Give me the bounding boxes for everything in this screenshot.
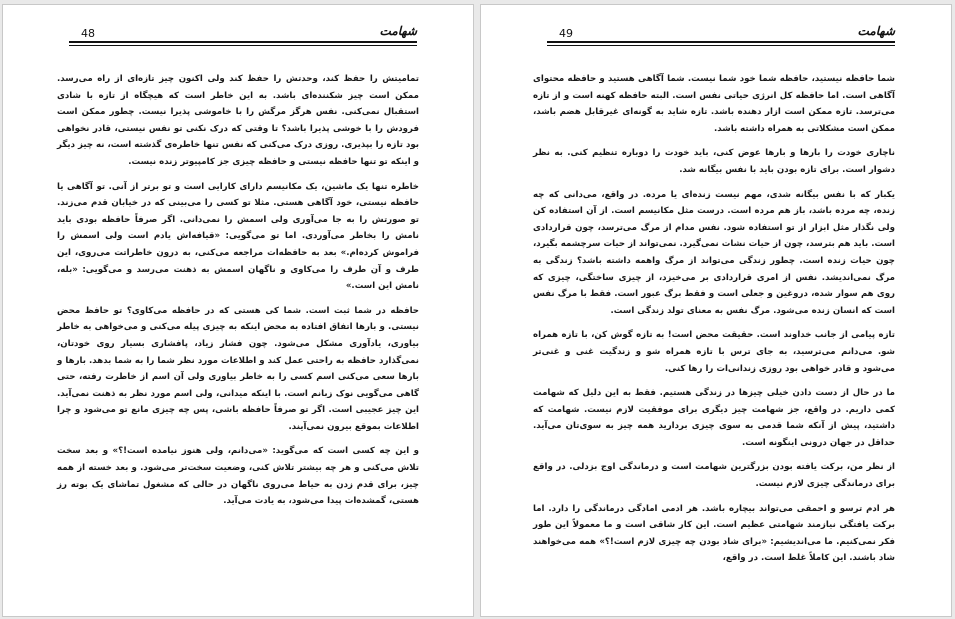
- paragraph: ما در حال از دست دادن خیلی چیزها در زندگی هستیم. فقط به این دلیل که شهامت کمی داریم. در واقع، جز شهامت چیز دیگری برای موفقیت لازم نیست. شهامت که داشتید، پیش از آنکه شما قدمی به سوی چیزی بردارید همه چیز به سوی‌تان می‌آید. حداقل در جهان درونی اینگونه است.: [533, 388, 895, 448]
- paragraph: از نظر من، برکت یافته بودن بزرگترین شهامت است و درماندگی اوج بزدلی. در واقع برای درماندگی چیزی لازم نیست.: [533, 462, 895, 490]
- paragraph: حافظه در شما ثبت است. شما کی هستی که در حافظه می‌کاوی؟ تو حافظ محض نیستی. و بارها اتفاق افتاده به محض اینکه به چیزی پیله می‌کنی و می‌خواهی به خاطر بیاوری، یادآوری مشکل می‌شود. چون فشار زیاد، پافشاری بسیار روی خودتان، نمی‌گذارد حافظه به راحتی عمل کند و اطلاعات مورد نظر شما را به شما بدهد. بارها و بارها سعی می‌کنی اسم کسی را به خاطر بیاوری ولی آن اسم از خاطرت رفته، حتی گاهی می‌گویی نوک زبانم است. با اینکه میدانی، ولی اسم مورد نظر به ذهنت نمی‌آید. این چیز عجیبی است. اگر تو صرفاً حافظه باشی، پس چه چیزی مانع تو می‌شود و چرا اطلاعات بموقع بیرون نمی‌آیند.: [57, 305, 419, 432]
- paragraph: هر ادم ترسو و احمقی می‌تواند بیچاره باشد. هر ادمی امادگی درماندگی را دارد. اما برکت یافتگی نیازمند شهامتی عظیم است. این کار شاقی است و ما معمولاً این طور فکر نمی‌کنیم. ما می‌اندیشیم: «برای شاد بودن چه چیزی لازم است!؟» همه می‌خواهند شاد باشند. این کاملاً غلط است. در واقع،: [533, 503, 895, 564]
- page-header: [547, 24, 895, 45]
- running-title: شهامت: [857, 24, 895, 38]
- page-number: 48: [81, 27, 95, 40]
- paragraph: خاطره تنها یک ماشین، یک مکانیسم دارای کارایی است و تو برتر از آنی. تو آگاهی یا حافظه نیستی، خود آگاهی هستی. مثلا تو کسی را می‌بینی که در خیابان قدم می‌زند. تو صورتش را به جا می‌آوری ولی اسمش را نمی‌دانی. اگر صرفاً حافظه بودی باید نامش را بخاطر می‌آوردی. اما تو می‌گویی: «قیافه‌اش یادم است ولی اسمش را فراموش کرده‌ام.» بعد به حافظه‌ات مراجعه می‌کنی، به درون خاطراتت می‌روی، این طرف و آن طرف را می‌کاوی و ناگهان اسمش به ذهنت می‌رسد و می‌گویی: «بله، نامش این است.»: [57, 181, 419, 292]
- page-number: 49: [559, 27, 573, 40]
- header-rule: [547, 41, 895, 43]
- page-body: [533, 71, 895, 575]
- running-title: شهامت: [379, 24, 417, 38]
- left-page: [2, 4, 474, 617]
- header-rule-thin: [69, 45, 417, 46]
- paragraph: شما حافظه نیستید، حافظه شما خود شما نیست. شما آگاهی هستید و حافظه محتوای آگاهی است. اما حافظه کل انرژی حیاتی نفس است. البته حافظه کهنه است و از تازه می‌ترسد. تازه ممکن است ازار دهنده باشد. تازه شاید به گونه‌ای غیرقابل هضم باشد، ممکن است مشکلاتی به همراه داشته باشد.: [533, 74, 895, 134]
- paragraph: و این چه کسی است که می‌گوید: «می‌دانم، ولی هنوز نیامده است!؟» و بعد سخت تلاش می‌کنی و هر چه بیشتر تلاش کنی، وضعیت سخت‌تر می‌شود. و بعد خسته از همه چیز، برای قدم زدن به حیاط می‌روی ناگهان در حالی که مشغول تماشای یک بوته رز هستی، گمشده‌ات پیدا می‌شود، به یادت می‌آید.: [57, 446, 419, 507]
- paragraph: یکبار که با نفس بیگانه شدی، مهم نیست زنده‌ای یا مرده. در واقع، می‌دانی که چه زنده، چه مرده باشد، باز هم مرده است. درست مثل مکانیسم است. از آن استفاده کن ولی نگذار مثل ابزار از تو استفاده شود. نفس مدام از مرگ می‌ترسد، چون قراردادی است. باید هم بترسد، چون از حیات نشات نمی‌گیرد. نمی‌تواند از حیات سرچشمه بگیرد، چون حیات زنده است. چطور زندگی می‌تواند از مرگ واهمه داشته باشد؟ زندگی به مرگ نمی‌اندیشد. نفس از امری قراردادی بر می‌خیزد، از چیزی ساختگی، چیزی که روی هم سوار شده، دروغین و جعلی است و فقط برگ عبور است. فقط با مرگ نفس است که انسان زنده می‌شود. مرگ نفس به معنای تولد زندگی است.: [533, 189, 895, 316]
- right-page: [480, 4, 952, 617]
- paragraph: تازه پیامی از جانب خداوند است. حقیقت محض است! به تازه گوش کن، با تازه همراه شو. می‌دانم می‌ترسید، به جای ترس با تازه همراه شو و زندگیت غنی و غنی‌تر می‌شود و قادر خواهی بود روزی زندانی‌ات را رها کنی.: [533, 330, 895, 374]
- header-rule: [69, 41, 417, 43]
- header-rule-thin: [547, 45, 895, 46]
- paragraph: تمامیتش را حفظ کند، وحدتش را حفظ کند ولی اکنون چیز تازه‌ای از راه می‌رسد. ممکن است چیز شکننده‌ای باشد. به این خاطر است که هیچگاه از تازه با شادی استقبال نمی‌کنی. نفس هرگز مرگش را با خاموشی پذیرا نیست. چطور ممکن است فرودش را با خوشی پذیرا باشد؟ تا وقتی که درک نکنی تو نفس نیستی، قادر نخواهی بود تازه را بپذیری. روزی درک می‌کنی که نفس تنها خاطره‌ی گذشته است، نه چیز دیگر و اینکه تو تنها حافظه نیستی و حافظه چیزی جز کامپیوتر زنده نیست.: [57, 74, 419, 167]
- page-header: [69, 24, 417, 45]
- page-body: [57, 71, 419, 518]
- paragraph: ناچاری خودت را بارها و بارها عوض کنی، باید خودت را دوباره تنظیم کنی. به نظر دشوار است. برای تازه بودن باید با نفس بیگانه شد.: [533, 148, 895, 175]
